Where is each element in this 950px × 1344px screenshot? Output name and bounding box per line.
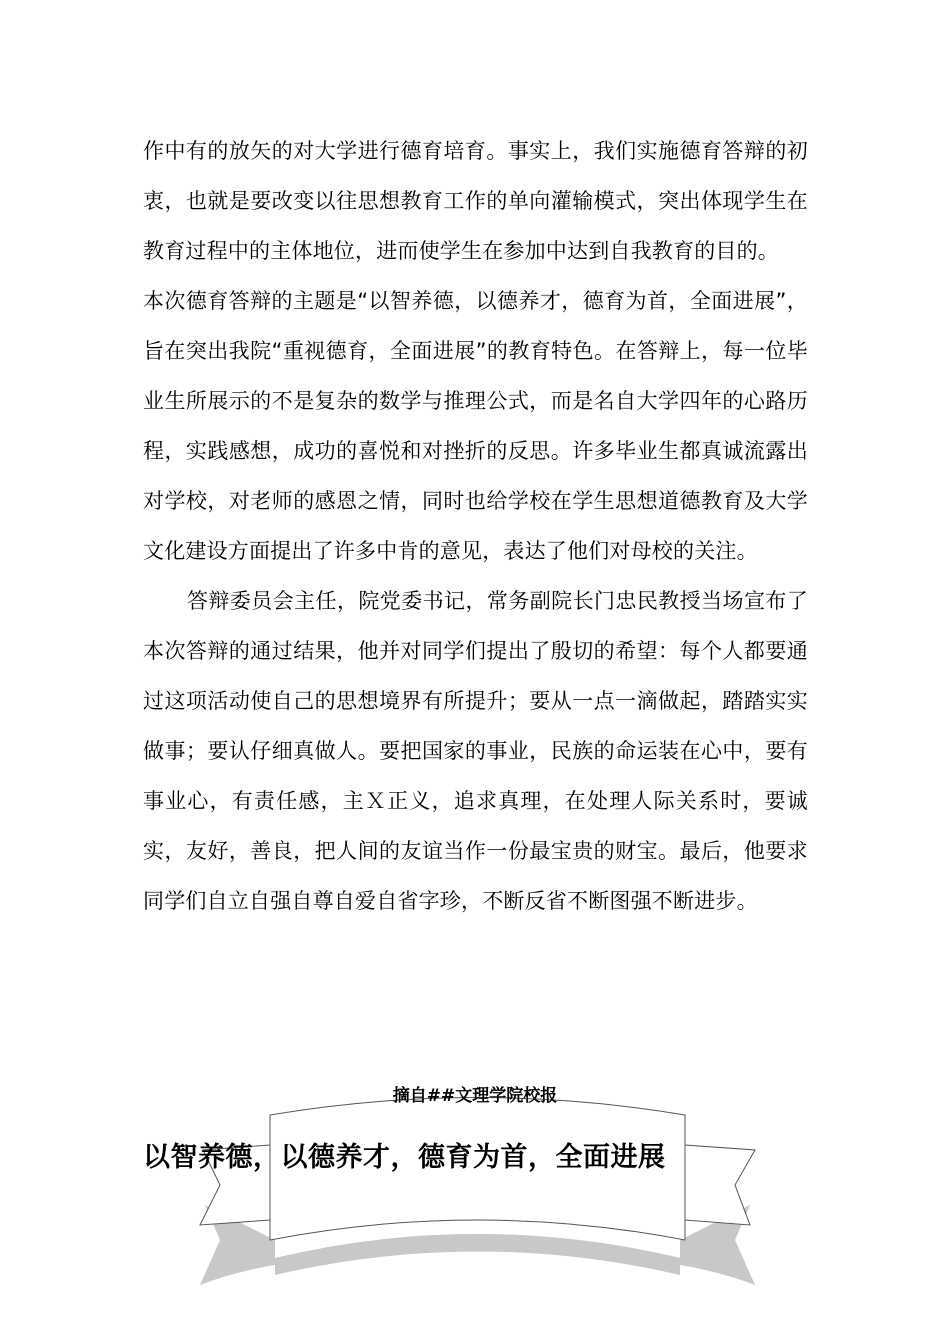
ribbon-banner-graphic: [195, 1090, 760, 1300]
ribbon-shadow-band: [275, 1234, 680, 1275]
article-body: [143, 126, 808, 926]
paragraph-1: 作中有的放矢的对大学进行德育培育。事实上，我们实施德育答辩的初衷，也就是要改变以往思想教育工作的单向灌输模式，突出体现学生在教育过程中的主体地位，进而使学生在参加中达到自我教育的目的。: [143, 139, 808, 263]
banner-source: 摘自##文理学院校报: [392, 1086, 558, 1106]
paragraph-3: 答辩委员会主任，院党委书记，常务副院长门忠民教授当场宣布了本次答辩的通过结果，他并对同学们提出了殷切的希望：每个人都要通过这项活动使自己的思想境界有所提升；要从一点一滴做起，踏踏实实做事；要认仔细真做人。要把国家的事业，民族的命运装在心中，要有事业心，有责任感，主Ｘ正义，追求真理，在处理人际关系时，要诚实，友好，善良，把人间的友谊当作一份最宝贵的财宝。最后，他要求同学们自立自强自尊自爱自省字珍，不断反省不断图强不断进步。: [143, 589, 808, 913]
paragraph-2: 本次德育答辩的主题是“以智养德，以德养才，德育为首，全面进展”，旨在突出我院“重视德育，全面进展”的教育特色。在答辩上，每一位毕业生所展示的不是复杂的数学与推理公式，而是名自大学四年的心路历程，实践感想，成功的喜悦和对挫折的反思。许多毕业生都真诚流露出对学校，对老师的感恩之情，同时也给学校在学生思想道德教育及大学文化建设方面提出了许多中肯的意见，表达了他们对母校的关注。: [143, 289, 808, 563]
banner-headline: 以智养德，以德养才，德育为首，全面进展: [143, 1142, 666, 1173]
